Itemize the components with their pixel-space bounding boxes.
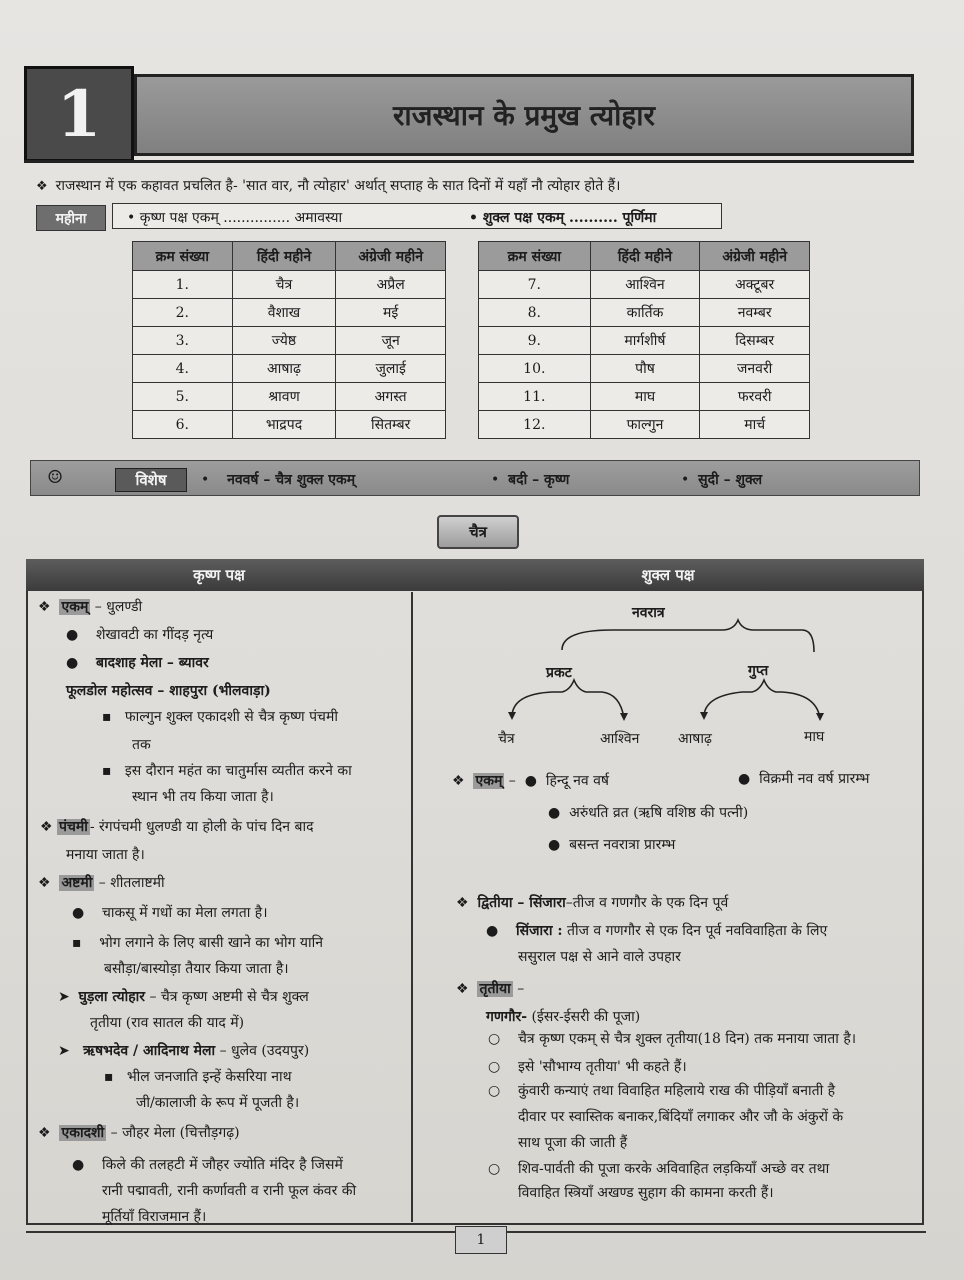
left-item: तृतीया (राव सातल की याद में): [90, 1015, 245, 1031]
page-number: 1: [455, 1226, 507, 1254]
left-item: बसौड़ा/बास्योड़ा तैयार किया जाता है।: [104, 961, 289, 977]
table-row: [133, 383, 446, 411]
right-item: ● सिंजारा : तीज व गणगौर से एक दिन पूर्व नवविवाहिता के लिए: [486, 923, 828, 939]
left-item: मूर्तियाँ विराजमान हैं।: [102, 1209, 207, 1225]
left-item: ▪ इस दौरान महंत का चातुर्मास व्यतीत करने का: [102, 763, 352, 779]
table-cell: पौष: [590, 355, 700, 383]
diamond-bullet-icon: ❖: [38, 1125, 51, 1141]
intro-text: राजस्थान में एक कहावत प्रचलित है- 'सात वार, नौ त्योहार' अर्थात् सप्ताह के सात दिनों में यहाँ नौ त्योहार होते हैं।: [55, 178, 621, 194]
table-cell: कार्तिक: [590, 299, 700, 327]
table-cell: श्रावण: [232, 383, 336, 411]
table-cell: वैशाख: [232, 299, 336, 327]
shukla-paksha-header: शुक्ल पक्ष: [412, 559, 924, 591]
chapter-number-box: [24, 66, 134, 162]
table-row: [479, 299, 810, 327]
months-table-right: [478, 241, 810, 439]
table-cell: जुलाई: [336, 355, 446, 383]
left-item: ▪ फाल्गुन शुक्ल एकादशी से चैत्र कृष्ण पंचमी: [102, 709, 338, 725]
left-item: ➤ घुड़ला त्योहार – चैत्र कृष्ण अष्टमी से चैत्र शुक्ल: [58, 989, 309, 1005]
table-cell: दिसम्बर: [700, 327, 810, 355]
navratra-tree-diagram: [412, 592, 922, 762]
table-cell: आषाढ़: [232, 355, 336, 383]
mahina-label: महीना: [36, 205, 106, 231]
prakat-label: प्रकट: [546, 665, 572, 681]
table-header-cell: अंग्रेजी महीने: [336, 242, 446, 271]
panchami-heading: ❖ पंचमी - रंगपंचमी धुलण्डी या होली के पांच दिन बाद: [40, 819, 314, 835]
left-item: ▪ भोग लगाने के लिए बासी खाने का भोग यानि: [72, 935, 324, 951]
mahina-krishna: • कृष्ण पक्ष एकम् ............... अमावस्या: [127, 210, 343, 226]
right-item: ○ कुंवारी कन्याएं तथा विवाहित महिलाये राख की पीड़ियाँ बनाती है: [488, 1083, 836, 1099]
table-cell: ज्येष्ठ: [232, 327, 336, 355]
right-item: दीवार पर स्वास्तिक बनाकर,बिंदियाँ लगाकर और जौ के अंकुरों के: [518, 1109, 844, 1125]
left-item: ● शेखावटी का गींदड़ नृत्य: [66, 627, 214, 643]
table-cell: जून: [336, 327, 446, 355]
table-row: [133, 327, 446, 355]
table-cell: चैत्र: [232, 271, 336, 299]
table-row: [479, 383, 810, 411]
right-item: ○ शिव-पार्वती की पूजा करके अविवाहित लड़कियाँ अच्छे वर तथा: [488, 1161, 830, 1177]
table-cell: 11.: [479, 383, 591, 411]
left-item: ● किले की तलहटी में जौहर ज्योति मंदिर है जिसमें: [72, 1157, 343, 1173]
table-cell: माघ: [590, 383, 700, 411]
vishesh-item-sudi: • सुदी – शुक्ल: [681, 472, 763, 488]
right-item: साथ पूजा की जाती हैं: [518, 1135, 628, 1151]
table-header-cell: हिंदी महीने: [590, 242, 700, 271]
left-item: ● चाकसू में गधों का मेला लगता है।: [72, 905, 268, 921]
table-row: [479, 411, 810, 439]
table-cell: नवम्बर: [700, 299, 810, 327]
diamond-bullet-icon: ❖: [38, 875, 51, 891]
table-cell: 7.: [479, 271, 591, 299]
intro-line: [36, 176, 620, 195]
vishesh-label: विशेष: [115, 468, 187, 492]
table-cell: मार्गशीर्ष: [590, 327, 700, 355]
table-cell: 12.: [479, 411, 591, 439]
vishesh-item-badi: • बदी – कृष्ण: [491, 472, 570, 488]
table-cell: भाद्रपद: [232, 411, 336, 439]
diamond-bullet-icon: ❖: [456, 981, 469, 997]
navratra-label: नवरात्र: [632, 605, 665, 621]
right-item: ● अरुंधति व्रत (ऋषि वशिष्ठ की पत्नी): [548, 805, 749, 821]
reader-icon: ☺: [47, 467, 64, 488]
right-item: ● बसन्त नवरात्रा प्रारम्भ: [548, 837, 676, 853]
table-cell: 10.: [479, 355, 591, 383]
left-item: ➤ ऋषभदेव / आदिनाथ मेला – धुलेव (उदयपुर): [58, 1043, 310, 1059]
table-header-cell: अंग्रेजी महीने: [700, 242, 810, 271]
table-row: [133, 299, 446, 327]
mahina-box: [112, 203, 722, 229]
dwitiya-heading: ❖ द्वितीया – सिंजारा–तीज व गणगौर के एक दिन पूर्व: [456, 895, 729, 911]
mahina-shukla: • शुक्ल पक्ष एकम् .......... पूर्णिमा: [469, 210, 657, 226]
diamond-bullet-icon: ❖: [456, 895, 469, 911]
table-cell: मार्च: [700, 411, 810, 439]
chaitra-heading: चैत्र: [437, 515, 519, 549]
table-cell: आश्विन: [590, 271, 700, 299]
diamond-bullet-icon: ❖: [38, 599, 51, 615]
right-item: ससुराल पक्ष से आने वाले उपहार: [518, 949, 681, 965]
table-cell: अक्टूबर: [700, 271, 810, 299]
table-row: [133, 271, 446, 299]
chapter-title: राजस्थान के प्रमुख त्योहार: [392, 99, 655, 132]
left-item: जी/कालाजी के रूप में पूजती है।: [136, 1095, 300, 1111]
left-item: ▪ भील जनजाति इन्हें केसरिया नाथ: [104, 1069, 292, 1085]
table-cell: 1.: [133, 271, 233, 299]
table-cell: मई: [336, 299, 446, 327]
left-item: फूलडोल महोत्सव – शाहपुरा (भीलवाड़ा): [66, 683, 271, 699]
ashtami-heading: ❖ अष्टमी – शीतलाष्टमी: [38, 875, 165, 891]
table-header-row: [479, 242, 810, 271]
table-row: [479, 271, 810, 299]
table-row: [133, 355, 446, 383]
table-header-row: [133, 242, 446, 271]
table-header-cell: क्रम संख्या: [479, 242, 591, 271]
table-header-cell: क्रम संख्या: [133, 242, 233, 271]
month-magh: माघ: [804, 729, 825, 745]
table-cell: 6.: [133, 411, 233, 439]
month-ashwin: आश्विन: [600, 731, 640, 747]
table-cell: 4.: [133, 355, 233, 383]
ekadashi-heading: ❖ एकादशी – जौहर मेला (चित्तौड़गढ़): [38, 1125, 240, 1141]
table-cell: 5.: [133, 383, 233, 411]
right-item: ○ इसे 'सौभाग्य तृतीया' भी कहते हैं।: [488, 1059, 687, 1075]
table-header-cell: हिंदी महीने: [232, 242, 336, 271]
ekam-heading: ❖ एकम् – धुलण्डी: [38, 599, 143, 615]
right-item: विवाहित स्त्रियाँ अखण्ड सुहाग की कामना करती हैं।: [518, 1185, 774, 1201]
left-item: ● बादशाह मेला – ब्यावर: [66, 655, 209, 671]
table-cell: 8.: [479, 299, 591, 327]
months-table-left: [132, 241, 446, 439]
vishesh-bar: [30, 460, 920, 496]
table-row: [133, 411, 446, 439]
table-cell: फरवरी: [700, 383, 810, 411]
table-cell: अप्रैल: [336, 271, 446, 299]
month-ashadh: आषाढ़: [678, 731, 712, 747]
diamond-bullet-icon: ❖: [36, 179, 48, 194]
tritiya-heading: ❖ तृतीया –: [456, 981, 525, 997]
left-item: स्थान भी तय किया जाता है।: [132, 789, 274, 805]
table-cell: जनवरी: [700, 355, 810, 383]
chapter-title-banner: [134, 74, 914, 156]
chapter-number: 1: [56, 76, 102, 152]
table-cell: सितम्बर: [336, 411, 446, 439]
table-cell: 9.: [479, 327, 591, 355]
table-row: [479, 355, 810, 383]
table-cell: अगस्त: [336, 383, 446, 411]
table-cell: फाल्गुन: [590, 411, 700, 439]
header-rule: [24, 160, 914, 163]
gupt-label: गुप्त: [748, 663, 769, 679]
right-item: ○ चैत्र कृष्ण एकम् से चैत्र शुक्ल तृतीया(18 दिन) तक मनाया जाता है।: [488, 1031, 857, 1047]
diamond-bullet-icon: ❖: [452, 773, 465, 789]
vishesh-item-navvarsh: • नववर्ष – चैत्र शुक्ल एकम्: [201, 472, 356, 488]
krishna-paksha-header: कृष्ण पक्ष: [26, 559, 412, 591]
left-item: मनाया जाता है।: [66, 847, 145, 863]
table-cell: 2.: [133, 299, 233, 327]
right-ekam-heading: ❖ एकम् – ● हिन्दू नव वर्ष: [452, 773, 609, 789]
diamond-bullet-icon: ❖: [40, 819, 53, 835]
month-chaitra: चैत्र: [498, 731, 515, 747]
table-cell: 3.: [133, 327, 233, 355]
left-item: तक: [132, 737, 151, 753]
right-item: ● विक्रमी नव वर्ष प्रारम्भ: [738, 771, 870, 787]
gangaur-line: गणगौर- (ईसर-ईसरी की पूजा): [486, 1009, 641, 1025]
left-item: रानी पद्मावती, रानी कर्णावती व रानी फूल कंवर की: [102, 1183, 357, 1199]
table-row: [479, 327, 810, 355]
